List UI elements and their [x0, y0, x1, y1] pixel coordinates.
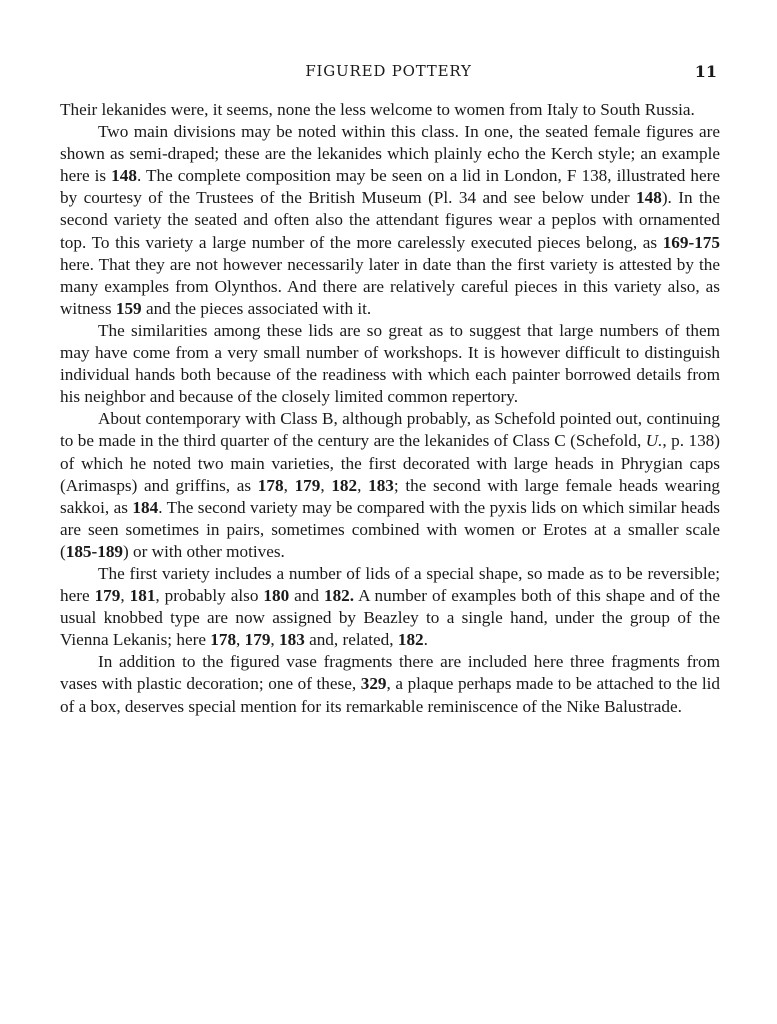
italic-reference: U.	[645, 431, 663, 451]
text-run: Two main divisions may be noted within this class. In one, the seated female figures are shown as semi-draped; these are the lekanides which plainly echo the Kerch style; an example here is	[60, 122, 720, 186]
text-run: ,	[270, 630, 279, 650]
text-run: A number of examples both of this shape and of the usual knobbed type are now assigned by Beazley to a single hand, under the group of the Vienna Lekanis; here	[60, 586, 721, 650]
text-run: ) or with other motives.	[123, 541, 285, 561]
catalogue-number: 182	[397, 630, 424, 650]
text-run: , a plaque perhaps made to be attached to the lid of a box, deserves special mention for its remarkable reminiscence of the Nike Balustrade.	[60, 674, 720, 716]
text-run: . The second variety may be compared with the pyxis lids on which similar heads are seen sometimes in pairs, sometimes combined with women or Erotes at a smaller scale (	[60, 497, 720, 561]
text-run: , probably also	[155, 586, 264, 606]
text-run: . The complete composition may be seen on a lid in London, F 138, illustrated here by courtesy of the Trustees of the British Museum (Pl. 34 and see below under	[60, 166, 720, 208]
text-run: ,	[120, 586, 130, 606]
page-number: 11	[694, 62, 717, 81]
catalogue-number: 329	[360, 674, 387, 694]
text-run: ,	[236, 630, 245, 650]
catalogue-number: 148	[111, 166, 137, 186]
text-run: and the pieces associated with it.	[141, 298, 372, 318]
text-run: here. That they are not however necessarily later in date than the first variety is attested by the many examples from Olynthos. And there are relatively careful pieces in this variety also, as witness	[60, 254, 720, 318]
text-run: ). In the second variety the seated and often also the attendant figures wear a peplos with ornamented top. To this variety a large number of the more carelessly executed pieces belong, as	[60, 188, 721, 252]
catalogue-number: 159	[115, 298, 142, 318]
text-run: and	[289, 586, 324, 606]
text-run: ; the second with large female heads wearing sakkoi, as	[60, 475, 721, 517]
text-run: In addition to the figured vase fragments there are included here three fragments from vases with plastic decoration; one of these,	[60, 652, 720, 694]
text-run: The first variety includes a number of lids of a special shape, so made as to be reversible; here	[60, 563, 720, 606]
text-run: , p. 138) of which he noted two main varieties, the first decorated with large heads in Phrygian caps (Arimasps) and griffins, as	[60, 431, 720, 495]
text-run: Their lekanides were, it seems, none the less welcome to women from Italy to South Russia.	[60, 100, 695, 119]
text-run: The similarities among these lids are so great as to suggest that large numbers of them may have come from a very small number of workshops. It is however difficult to distinguish individual hands both because of the readiness with which each painter borrowed details from his neighbor and because of the closely limited common repertory.	[60, 320, 720, 407]
catalogue-number: 183	[368, 475, 394, 495]
text-run: ,	[320, 475, 332, 495]
catalogue-number: 148	[636, 188, 662, 208]
catalogue-number: 185-189	[65, 541, 124, 561]
text-run: ,	[357, 475, 369, 495]
paragraph	[60, 121, 720, 320]
catalogue-number: 182	[331, 475, 358, 495]
paragraph	[60, 320, 720, 408]
catalogue-number: 179	[94, 586, 121, 606]
catalogue-number: 178	[210, 630, 237, 650]
text-run: and, related,	[304, 630, 398, 650]
catalogue-number: 184	[132, 497, 159, 517]
catalogue-number: 179	[294, 475, 321, 495]
catalogue-number: 182.	[323, 586, 355, 606]
text-run: ,	[283, 475, 295, 495]
catalogue-number: 169-175	[662, 232, 720, 252]
paragraph	[60, 651, 720, 717]
page-header	[60, 62, 717, 84]
paragraph	[60, 408, 720, 563]
catalogue-number: 181	[129, 586, 156, 606]
catalogue-number: 180	[263, 586, 290, 606]
paragraph	[60, 563, 720, 651]
text-run: About contemporary with Class B, although probably, as Schefold pointed out, continuing to be made in the third quarter of the century are the lekanides of Class C (Schefold,	[60, 409, 720, 451]
text-run: .	[423, 630, 428, 650]
running-title: FIGURED POTTERY	[305, 62, 472, 80]
body-text	[60, 99, 720, 718]
catalogue-number: 178	[257, 475, 284, 495]
catalogue-number: 183	[279, 630, 305, 650]
paragraph	[60, 99, 720, 121]
catalogue-number: 179	[244, 630, 271, 650]
